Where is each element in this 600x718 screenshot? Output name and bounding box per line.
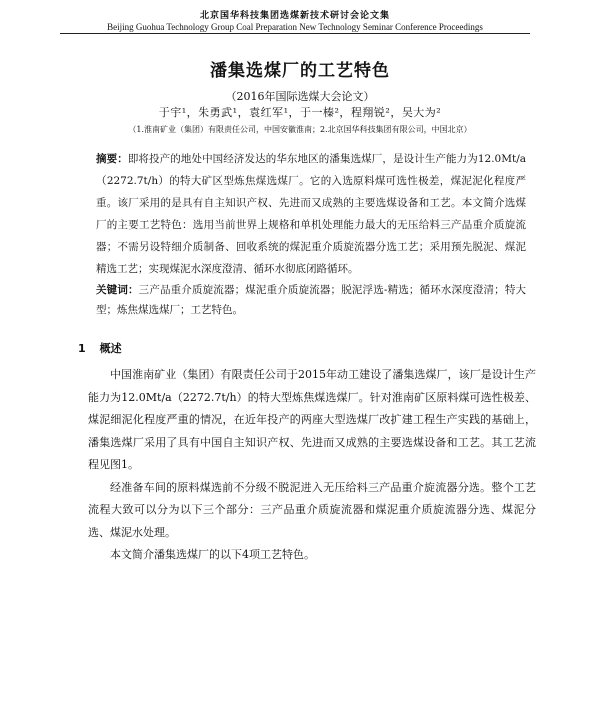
running-header — [60, 8, 530, 32]
paper-subtitle: （2016年国际选煤大会论文） — [225, 90, 375, 103]
author-list: 于宇¹，朱勇武¹，袁红军¹，于一榛²，程翔锐²，吴大为² — [158, 106, 442, 119]
keywords-text: 三产品重介质旋流器；煤泥重介质旋流器；脱泥浮选-精选；循环水深度澄清；特大型；炼焦煤选煤厂；工艺特色。 — [96, 284, 527, 316]
header-english: Beijing Guohua Technology Group Coal Preparation New Technology Seminar Conference Proceedings — [107, 22, 483, 32]
abstract — [96, 148, 526, 280]
keywords-label: 关键词： — [96, 284, 139, 296]
header-divider — [60, 33, 530, 34]
abstract-label: 摘要： — [96, 153, 128, 165]
section-title: 概述 — [99, 342, 122, 355]
abstract-text: 即将投产的地处中国经济发达的华东地区的潘集选煤厂，是设计生产能力为12.0Mt/a（2272.7t/h）的特大矿区型炼焦煤选煤厂。它的入选原料煤可选性极差，煤泥泥化程度严重。该厂采用的是具有自主知识产权、先进而又成熟的主要选煤设备和工艺。本文简介选煤厂的主要工艺特色：选用当前世界上规格和单机处理能力最大的无压给料三产品重介质旋流器；不需另设特细介质制备、回收系统的煤泥重介质旋流器分选工艺；采用预先脱泥、煤泥精选工艺；实现煤泥水深度澄清、循环水彻底闭路循环。 — [96, 153, 526, 275]
affiliations: （1.淮南矿业（集团）有限责任公司，中国安徽淮南；2.北京国华科技集团有限公司，中国北京） — [128, 125, 472, 134]
section-number: 1 — [78, 342, 86, 355]
paragraph: 本文简介潘集选煤厂的以下4项工艺特色。 — [110, 548, 315, 561]
keywords — [96, 280, 526, 320]
header-chinese: 北京国华科技集团选煤新技术研讨会论文集 — [199, 11, 390, 21]
body-text — [88, 364, 536, 567]
section-heading — [78, 340, 136, 356]
paper-title: 潘集选煤厂的工艺特色 — [210, 61, 390, 81]
paragraph: 中国淮南矿业（集团）有限责任公司于2015年动工建设了潘集选煤厂，该厂是设计生产能力为12.0Mt/a（2272.7t/h）的特大型炼焦煤选煤厂。针对淮南矿区原料煤可选性极差、煤泥细泥化程度严重的情况，在近年投产的两座大型选煤厂改扩建工程生产实践的基础上，潘集选煤厂采用了具有中国自主知识产权、先进而又成熟的主要选煤设备和工艺。其工艺流程见图1。 — [88, 368, 536, 471]
paragraph: 经准备车间的原料煤选前不分级不脱泥进入无压给料三产品重介旋流器分选。整个工艺流程大致可以分为以下三个部分：三产品重介质旋流器和煤泥重介质旋流器分选、煤泥分选、煤泥水处理。 — [88, 480, 536, 539]
